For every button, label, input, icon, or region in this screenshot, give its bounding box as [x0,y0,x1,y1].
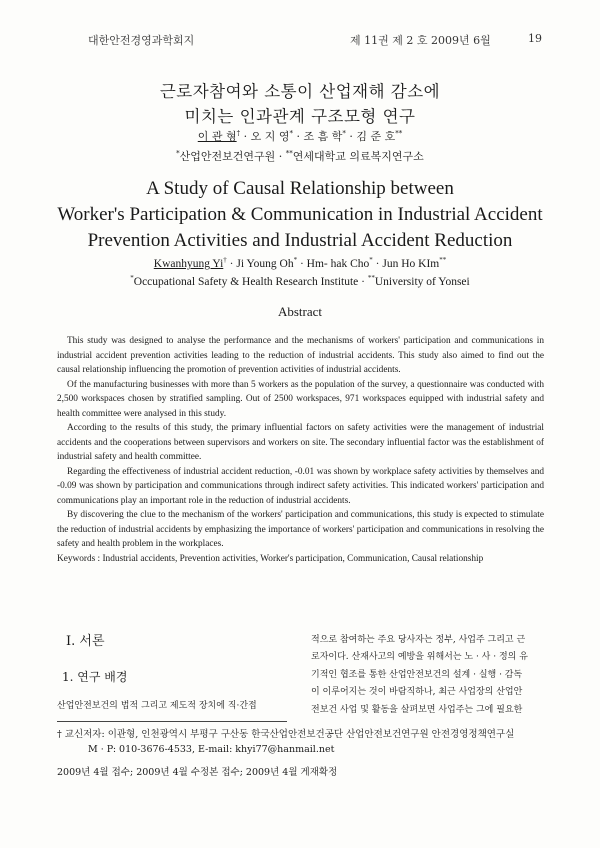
keywords: Keywords : Industrial accidents, Prevention activities, Worker's participation, Communication, Causal relationship [57,553,484,564]
author-en-4: · Jun Ho KIm [372,257,440,270]
author-en-4-mark: ** [439,256,447,264]
korean-title-line1: 근로자참여와 소통이 산업재해 감소에 [159,82,441,101]
footnote-corresponding-author: † 교신저자: 이관형, 인천광역시 부평구 구산동 한국산업안전보건공단 산업안전보건연구원 안전경영정책연구실 [57,729,515,740]
affil-ko-2: 연세대학교 의료복지연구소 [292,150,424,163]
affil-en-mark-2: ** [367,274,375,282]
footnote-contact: M · P: 010-3676-4533, E-mail: khyi77@hanmail.net [88,744,335,755]
author-ko-2: · 오 지 영 [243,130,290,143]
page-number: 19 [528,32,542,45]
korean-affiliations [0,148,600,164]
body-right-line-1: 적으로 참여하는 주요 당사자는 정부, 사업주 그리고 근 [311,635,526,645]
author-ko-2-mark: * [289,129,293,138]
author-en-1-mark: † [223,256,227,264]
abstract-paragraph-2: Of the manufacturing businesses with more than 5 workers as the population of the survey, a questionnaire was conducted with 2,500 workspaces chosen by stratified sampling. Out of 2500 workspaces, 971 workspaces equipped with industrial safety and health committee were analysed in this study. [57,379,544,419]
korean-authors [0,128,600,144]
affil-en-mark-1: * [130,274,134,282]
journal-name: 대한안전경영과학회지 [88,34,195,47]
english-title-line1: A Study of Causal Relationship between [146,178,454,199]
abstract-body [57,334,544,566]
abstract-paragraph-1: This study was designed to analyse the performance and the mechanisms of workers' participation and communications in industrial accident prevention activities leading to the reduction of industrial accidents. This study also aimed to find out the causal relationship influencing the promotion of prevention activities of industrial accidents. [57,336,544,375]
footnote-divider [57,721,287,722]
abstract-paragraph-4: Regarding the effectiveness of industrial accident reduction, -0.01 was shown by workplace safety activities by themselves and -0.09 was shown by participation and communications through indirect safety activities. This indicated workers' participation and communications play an important role in the reduction of industrial accidents. [57,466,544,506]
body-right-line-3: 기적인 협조를 통한 산업안전보건의 설계 · 실행 · 감독 [311,669,523,680]
subsection-heading-background: 1. 연구 배경 [62,670,128,684]
author-ko-1-mark: † [236,129,241,138]
author-ko-3: · 조 흠 학 [296,130,343,143]
author-en-1: Kwanhyung Yi [153,257,224,270]
english-authors [0,256,600,270]
body-right-line-4: 이 이루어지는 것이 바람직하나, 최근 사업장의 산업안 [311,687,523,698]
author-en-2-mark: * [293,256,298,264]
abstract-heading: Abstract [277,304,323,319]
affil-ko-mark-1: * [176,149,180,158]
author-en-2: · Ji Young Oh [226,257,294,270]
english-title-line3: Prevention Activities and Industrial Accident Reduction [87,230,513,251]
body-right-column [311,632,546,719]
footnote-dates: 2009년 4월 접수; 2009년 4월 수정본 접수; 2009년 4월 게재확정 [57,767,338,778]
body-left-column: 산업안전보건의 법적 그리고 제도적 장치에 직·간접 [57,701,257,711]
body-right-line-2: 로자이다. 산재사고의 예방을 위해서는 노 · 사 · 정의 유 [311,652,528,663]
author-en-3: · Hm- hak Cho [297,257,370,270]
author-ko-3-mark: * [342,129,346,138]
korean-title-line2: 미치는 인과관계 구조모형 연구 [184,107,416,126]
english-affiliations [0,274,600,288]
affil-ko-1: 산업안전보건연구원 · [179,150,286,163]
affil-en-1: Occupational Safety & Health Research Institute · [133,275,368,288]
author-ko-4-mark: ** [395,129,403,138]
section-heading-introduction: Ⅰ. 서론 [66,634,105,649]
author-ko-1: 이 관 형 [197,130,237,143]
author-ko-4: · 김 준 호 [349,130,396,143]
body-right-line-5: 전보건 사업 및 활동을 살펴보면 사업주는 그에 필요한 [311,704,523,715]
author-en-3-mark: * [369,256,373,264]
abstract-paragraph-3: According to the results of this study, the primary influential factors on safety activities were the management of industrial accidents and the cooperations between supervisors and workers on site. The secondary influential factor was the establishment of industrial safety and health committee. [57,423,544,462]
issue-info: 제 11권 제 2 호 2009년 6월 [350,34,491,47]
english-title-line2: Worker's Participation & Communication in Industrial Accident [57,204,543,225]
affil-ko-mark-2: ** [285,149,293,158]
abstract-paragraph-5: By discovering the clue to the mechanism of the workers' participation and communications, this study is expected to stimulate the reduction of industrial accidents by emphasizing the importance of workers' participation and communications in resolving the safety and health problem in the workplaces. [57,510,544,549]
affil-en-2: University of Yonsei [374,275,470,288]
